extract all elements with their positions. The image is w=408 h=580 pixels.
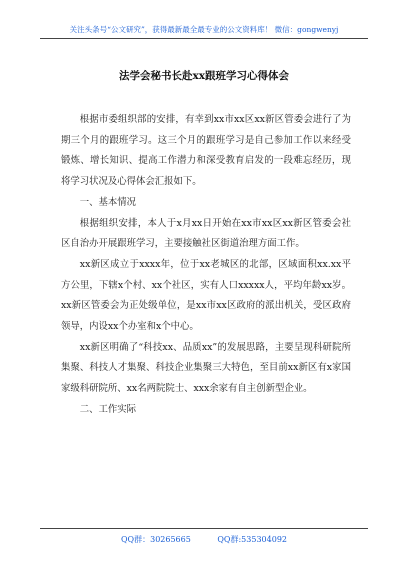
paragraph-district-profile: xx新区成立于xxxx年，位于xx老城区的北部，区域面积xx.xx平方公里，下辖x个村、xx个社区，实有人口xxxxx人，平均年龄xx岁。xx新区管委会为正处级单位，是xx市xx区政府的派出机关，受区政府领导，内设xx个办室和x个中心。 <box>61 258 351 333</box>
paragraph-assignment: 根据组织安排，本人于x月xx日开始在xx市xx区xx新区管委会社区自治办开展跟班学习，主要接触社区街道治理方面工作。 <box>61 217 351 250</box>
paragraph-development: xx新区明确了“科技xx、品质xx”的发展思路，主要呈现科研院所集聚、科技人才集聚、科技企业集聚三大特色，至目前xx新区有x家国家级科研院所、xx名两院院士、xxx余家有自主创新型企业。 <box>61 341 351 395</box>
section-heading-basic-info: 一、基本情况 <box>79 196 137 208</box>
header-banner: 关注头条号“公文研究”，获得最新最全最专业的公文资料库！ 微信：gongwenyj <box>69 25 339 34</box>
footer <box>0 534 408 545</box>
document-title: 法学会秘书长赴xx跟班学习心得体会 <box>118 70 290 82</box>
footer-qq-group-2: QQ群:535304092 <box>217 535 287 544</box>
footer-divider <box>40 528 368 529</box>
section-heading-work: 二、工作实际 <box>79 403 137 415</box>
header-divider <box>40 38 368 39</box>
document-body <box>61 110 351 421</box>
paragraph-intro: 根据市委组织部的安排，有幸到xx市xx区xx新区管委会进行了为期三个月的跟班学习。这三个月的跟班学习是自己参加工作以来经受锻炼、增长知识、提高工作潜力和深受教育启发的一段难忘经历，现将学习状况及心得体会汇报如下。 <box>61 114 351 188</box>
footer-qq-group-1: QQ群：30265665 <box>120 535 191 544</box>
